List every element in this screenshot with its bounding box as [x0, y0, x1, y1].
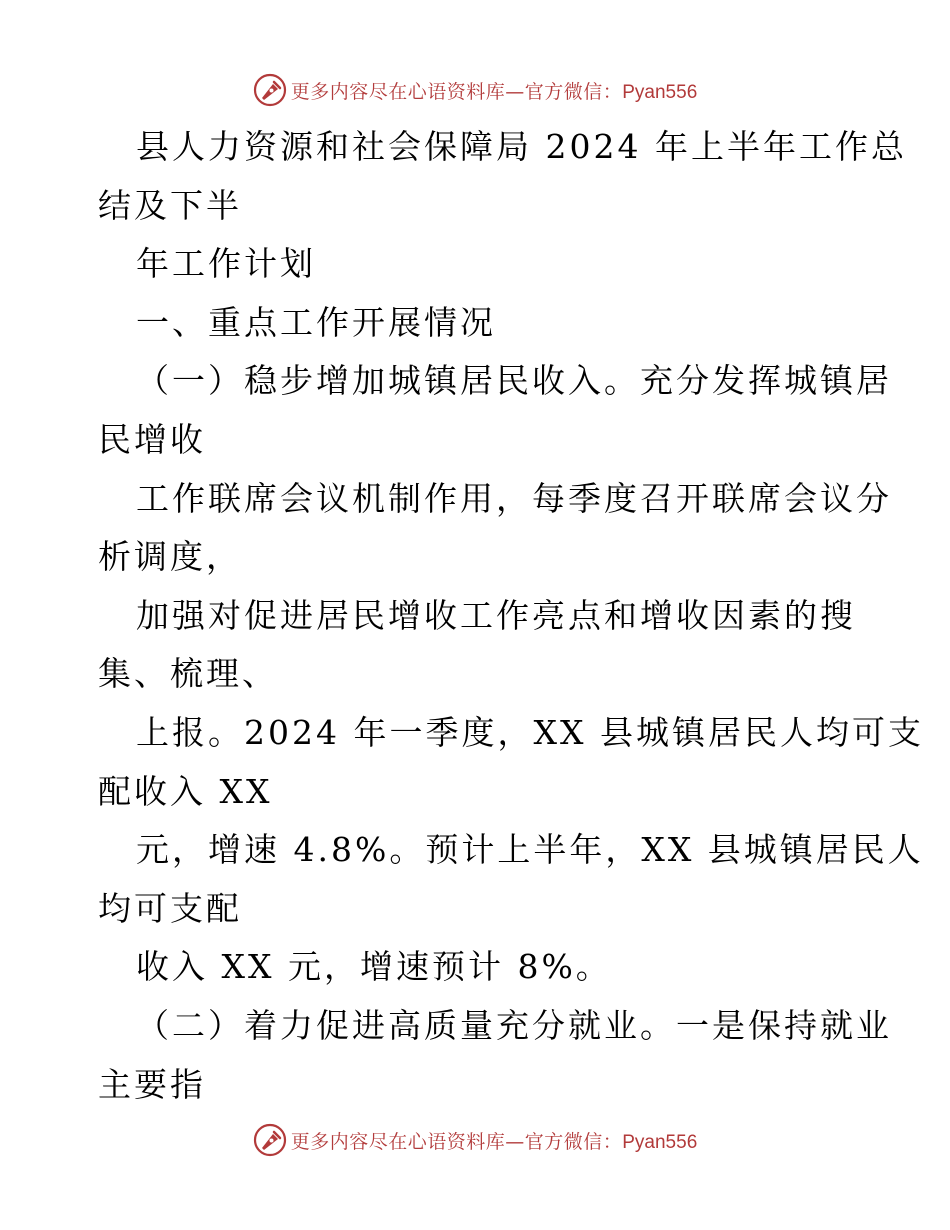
fountain-pen-nib-icon — [253, 1123, 287, 1157]
paragraph-line: 析调度， — [98, 537, 242, 577]
fountain-pen-nib-icon — [253, 73, 287, 107]
paragraph-line: 收入 XX 元，增速预计 8%。 — [136, 947, 612, 987]
section-heading: 一、重点工作开展情况 — [136, 302, 496, 342]
watermark-separator: — — [505, 80, 525, 103]
watermark-text — [291, 1127, 698, 1154]
watermark-header — [0, 70, 950, 110]
paragraph-line: 民增收 — [98, 419, 206, 459]
title-line-3: 年工作计划 — [136, 244, 316, 284]
paragraph-line: 上报。2024 年一季度，XX 县城镇居民人均可支 — [136, 712, 924, 752]
watermark-id: Pyan556 — [622, 1131, 698, 1153]
document-body — [98, 118, 924, 1114]
paragraph-line: （二）着力促进高质量充分就业。一是保持就业 — [136, 1005, 892, 1045]
watermark-id: Pyan556 — [622, 81, 698, 103]
paragraph-line: 集、梳理、 — [98, 654, 278, 694]
watermark-contact: 官方微信： — [524, 80, 623, 103]
title-line-2: 结及下半 — [98, 185, 242, 225]
watermark-text — [291, 77, 698, 104]
paragraph-line: （一）稳步增加城镇居民收入。充分发挥城镇居 — [136, 361, 892, 401]
watermark-footer — [0, 1120, 950, 1160]
paragraph-line: 配收入 XX — [98, 771, 273, 811]
paragraph-line: 元，增速 4.8%。预计上半年，XX 县城镇居民人 — [136, 830, 924, 870]
watermark-brand: 更多内容尽在心语资料库 — [290, 1130, 506, 1153]
watermark-brand: 更多内容尽在心语资料库 — [290, 80, 506, 103]
paragraph-line: 工作联席会议机制作用，每季度召开联席会议分 — [136, 478, 892, 518]
watermark-contact: 官方微信： — [524, 1130, 623, 1153]
watermark-separator: — — [505, 1130, 525, 1153]
paragraph-line: 加强对促进居民增收工作亮点和增收因素的搜 — [136, 595, 856, 635]
title-line-1: 县人力资源和社会保障局 2024 年上半年工作总 — [136, 127, 907, 166]
paragraph-line: 主要指 — [98, 1064, 206, 1104]
paragraph-line: 均可支配 — [98, 888, 242, 928]
